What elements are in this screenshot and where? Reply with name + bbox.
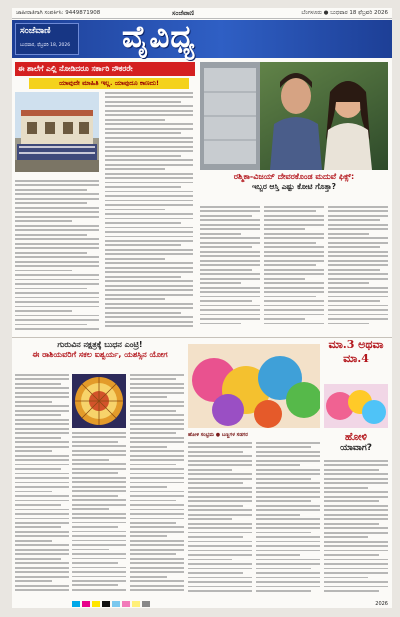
story-couple-headline [200,172,388,202]
story-holi-headline-line2: ಮಾ.4 [343,352,369,365]
color-swatch [122,601,130,607]
story-school-subhead: ಯಾವುದೇ ಮಾಹಿತಿ ಇಲ್ಲ. ಯಾವುದೂ ಕಾಣದು! [29,78,189,89]
story-holi-headline-line3: ಹೋಳಿ [344,432,368,443]
zodiac-wheel-icon [72,374,126,428]
logo-box [15,23,79,55]
couple-photo-illustration [200,62,388,170]
color-swatch [142,601,150,607]
color-swatch [102,601,110,607]
story-holi-headline [324,338,388,378]
holi-photo [188,344,320,428]
story-astrology-col2 [72,432,126,596]
school-photo-illustration [15,92,99,172]
story-school-headline: ಈ ಶಾಲೆಗೆ ಎಲ್ಲಿ ನೋಡಿದರೂ ಸರ್ಕಾರಿ ನೌಕರರೇ [15,62,195,76]
logo-date: ಬುಧವಾರ, ಫೆಬ್ರವರಿ 18, 2026 [20,43,71,48]
color-swatch [72,601,80,607]
holi-photo-caption: ಹೋಳಿ ಸಂಭ್ರಮ ● ಬಣ್ಣಗಳ ಸಡಗರ [188,432,248,438]
story-astrology-col3 [130,374,184,596]
section-title: ವೈವಿಧ್ಯ [122,19,196,55]
holi-photo-illustration [188,344,320,428]
logo: ಸಂಜೆವಾಣಿ [20,26,51,36]
print-registration-strip [12,600,392,608]
story-holi-col3 [324,460,388,596]
story-couple-headline-line1: ರಶ್ಮಿಕಾ-ವಿಜಯ್ ದೇವರಕೊಂಡ ಮದುವೆ ಫಿಕ್ಸ್: [233,172,355,181]
story-astrology-headline [15,340,185,370]
story-school-col1 [15,180,99,336]
couple-photo [200,62,388,170]
story-holi-subheadline [324,432,388,453]
color-swatch [112,601,120,607]
story-couple-col1 [200,206,260,332]
story-couple-col3 [328,206,388,332]
date-line: ಬೆಂಗಳೂರು ● ಬುಧವಾರ 18 ಫೆಬ್ರವರಿ 2026 [301,10,388,16]
story-astrology-col1 [15,374,69,596]
advert-phone: ಜಾಹೀರಾತಿಗಾಗಿ ಸಂಪರ್ಕಿಸಿ: 9449871908 [16,10,101,16]
story-couple-headline-line2: ಇಬ್ಬರ ಆಸ್ತಿ ಎಷ್ಟು ಕೋಟಿ ಗೊತ್ತಾ? [252,182,336,191]
story-couple-col2 [264,206,324,332]
color-swatch [92,601,100,607]
publication-name: ಸಂಜೆವಾಣಿ [172,9,195,17]
color-swatch [82,601,90,607]
section-masthead [12,20,392,58]
story-astrology-headline-line1: ಗುರುವಿನ ನಕ್ಷತ್ರಕ್ಕೆ ಬುಧನ ಎಂಟ್ರಿ! [57,340,143,349]
story-holi-headline-line4: ಯಾವಾಗ? [340,443,372,453]
top-info-bar [12,8,392,19]
newspaper-page [12,8,392,608]
holi-thumb-illustration [324,384,388,428]
story-holi-col2 [256,442,320,596]
story-school-col2 [105,92,193,336]
story-astrology-headline-line2: ಈ ರಾಶಿಯವರಿಗೆ ಸಕಲ ಐಶ್ವರ್ಯ, ಯಶಸ್ಸಿನ ಯೋಗ [32,350,168,359]
page-number: 2026 [375,601,388,607]
story-holi-headline-line1: ಮಾ.3 ಅಥವಾ [328,338,384,351]
school-photo [15,92,99,172]
color-swatch [132,601,140,607]
story-school [15,62,195,337]
holi-thumb [324,384,388,428]
astrology-wheel-image [72,374,126,428]
story-holi-col1 [188,442,252,596]
